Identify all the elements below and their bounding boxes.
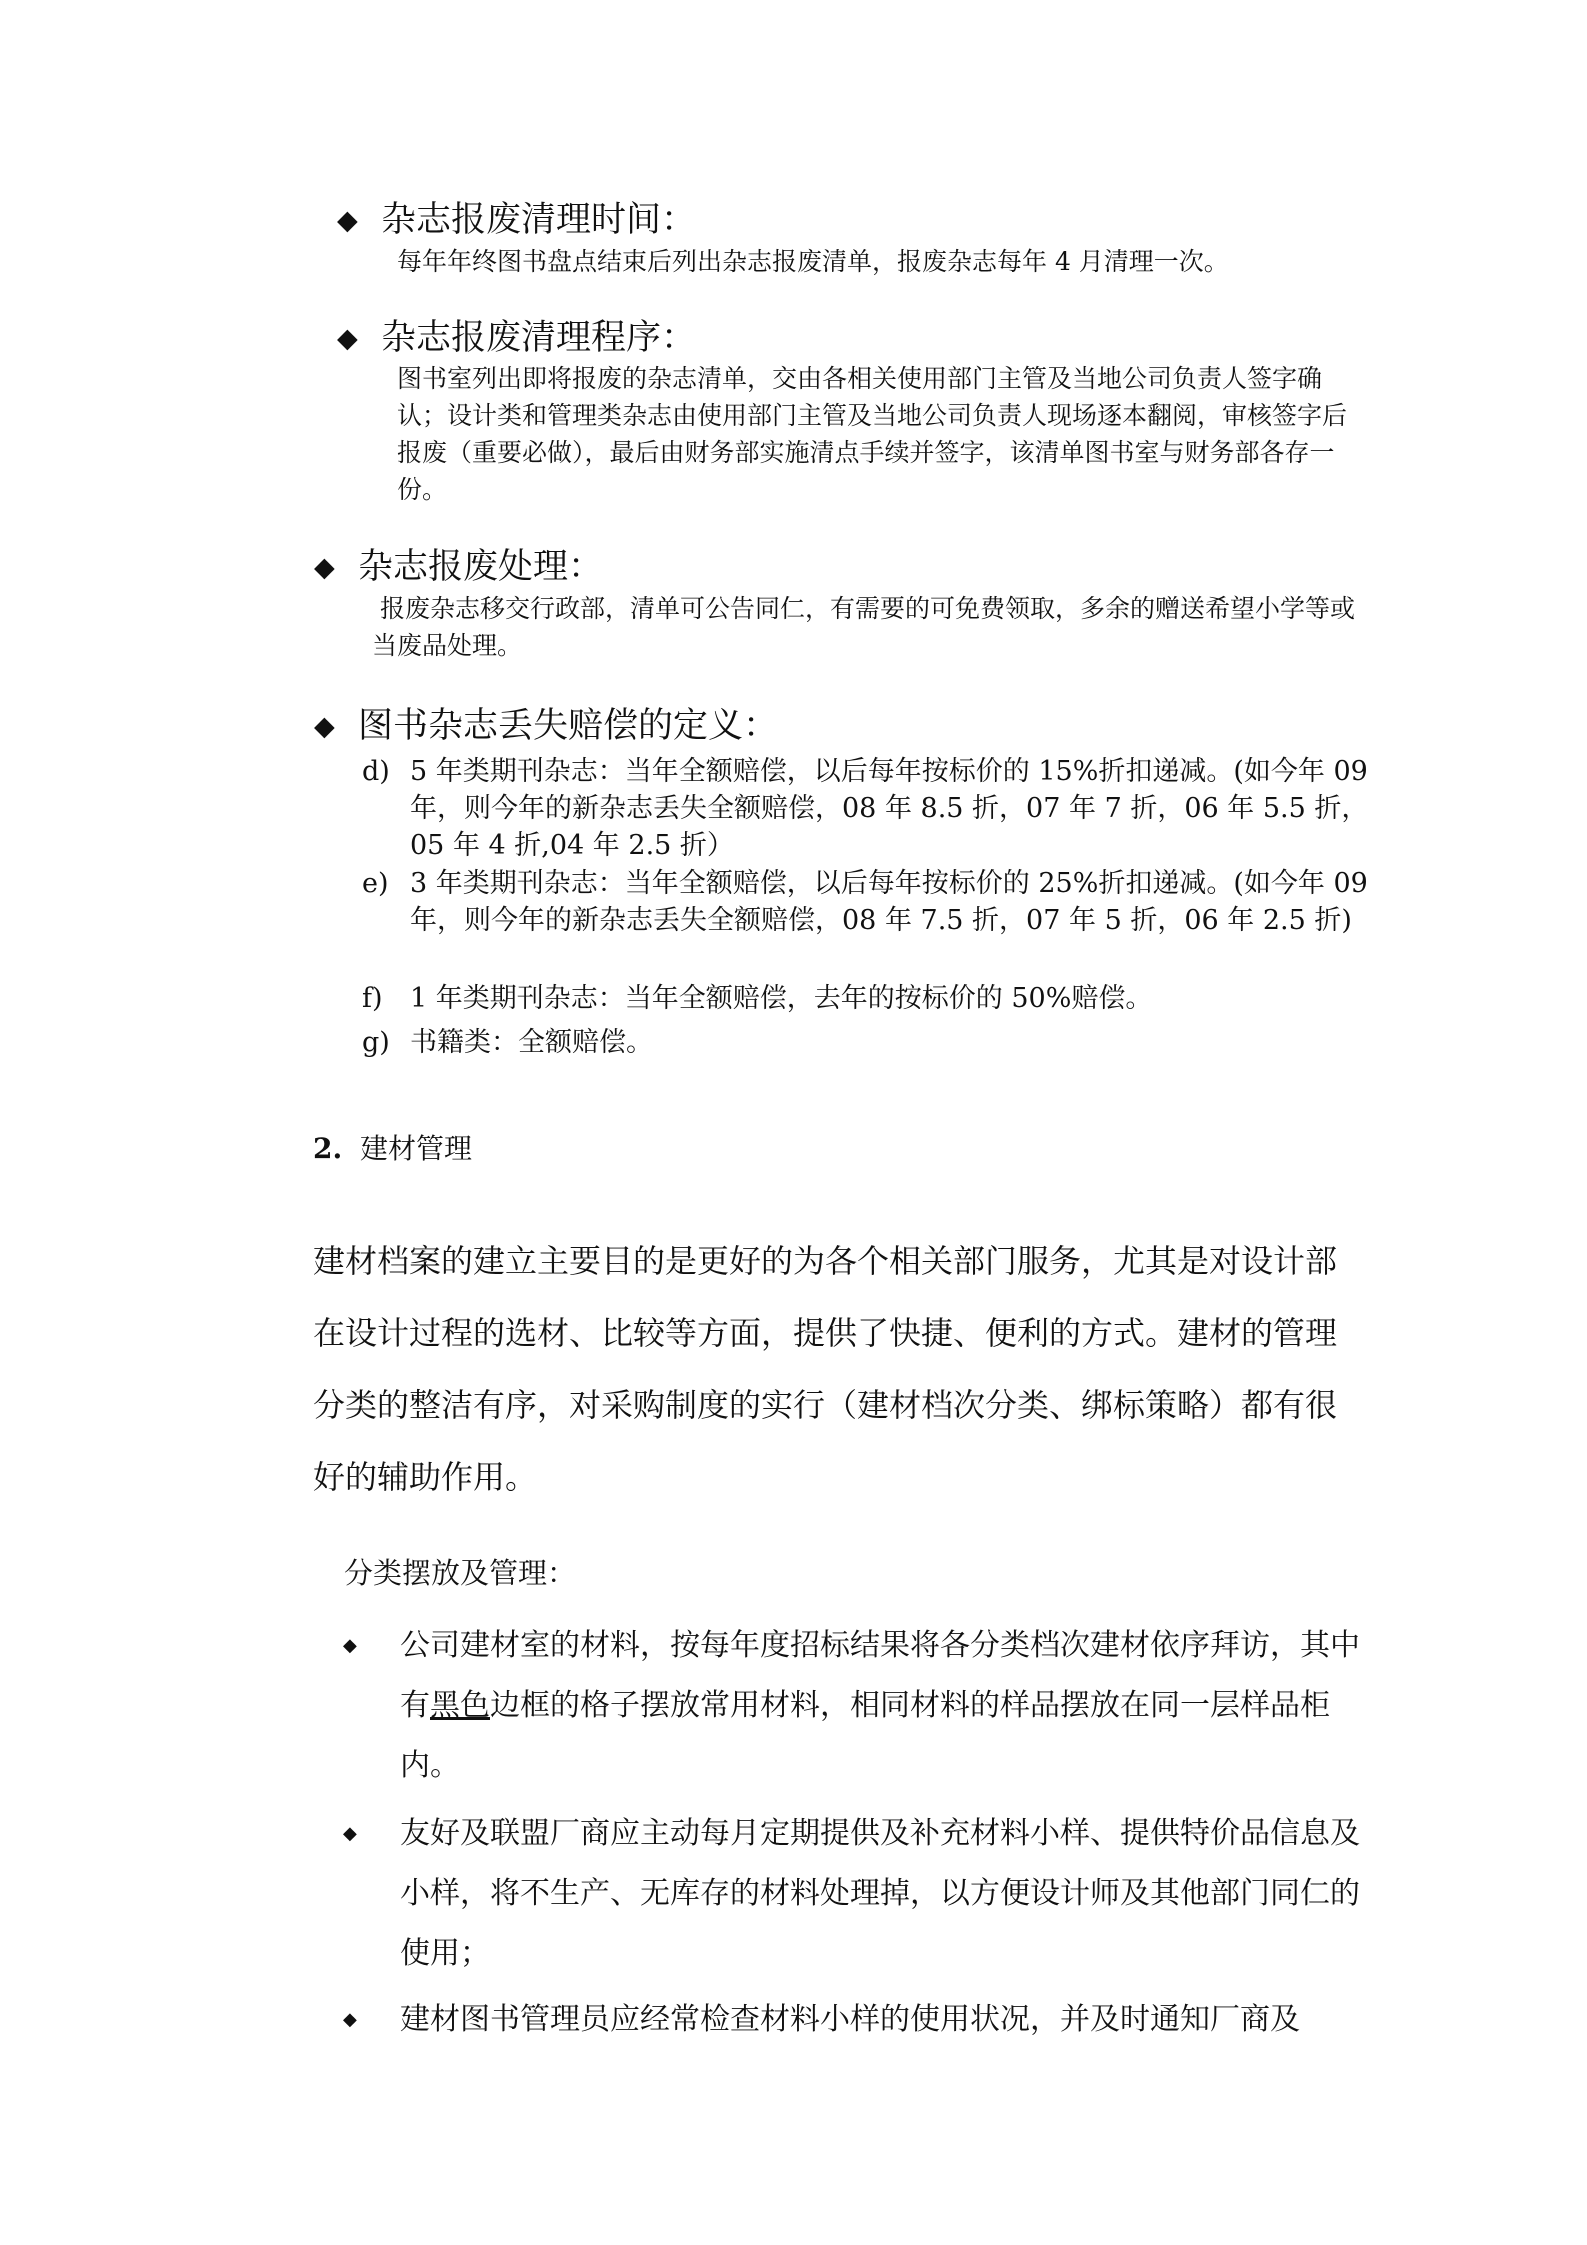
diamond-icon: ◆ bbox=[337, 323, 358, 354]
bullet-text: 建材图书管理员应经常检查材料小样的使用状况，并及时通知厂商及 bbox=[400, 2002, 1300, 2037]
small-diamond-icon: ◆ bbox=[343, 1635, 357, 1656]
small-diamond-icon: ◆ bbox=[343, 1823, 357, 1844]
list-item-label: d) bbox=[362, 756, 390, 787]
section-body: 图书室列出即将报废的杂志清单，交由各相关使用部门主管及当地公司负责人签字确认；设计类和管理类杂志由使用部门主管及当地公司负责人现场逐本翻阅，审核签字后报废（重要必做），最后由财务部实施清点手续并签字，该清单图书室与财务部各存一份。 bbox=[397, 364, 1348, 504]
list-item bbox=[362, 865, 1380, 939]
intro-paragraph: 建材档案的建立主要目的是更好的为各个相关部门服务，尤其是对设计部在设计过程的选材、比较等方面，提供了快捷、便利的方式。建材的管理分类的整洁有序，对采购制度的实行（建材档次分类、绑标策略）都有很好的辅助作用。 bbox=[313, 1242, 1338, 1496]
diamond-icon: ◆ bbox=[314, 711, 335, 742]
list-item-text: 5 年类期刊杂志：当年全额赔偿，以后每年按标价的 15%折扣递减。(如今年 09 年，则今年的新杂志丢失全额赔偿，08 年 8.5 折，07 年 7 折，06 年 5.5 折，05 年 4 折,04 年 2.5 折） bbox=[410, 756, 1369, 861]
small-diamond-icon: ◆ bbox=[343, 2009, 357, 2030]
section-title: 杂志报废清理时间： bbox=[381, 200, 697, 240]
bullet-text-cont: 边框的格子摆放常用材料，相同材料的样品摆放在同一层样品柜内。 bbox=[400, 1688, 1330, 1783]
section-body: 报废杂志移交行政部，清单可公告同仁，有需要的可免费领取，多余的赠送希望小学等或当废品处理。 bbox=[372, 594, 1355, 660]
chapter-number: 2. bbox=[313, 1132, 343, 1165]
bullet-item bbox=[343, 1990, 1362, 2050]
list-item-label: g) bbox=[362, 1027, 390, 1058]
sub-label: 分类摆放及管理： bbox=[344, 1556, 577, 1590]
list-item bbox=[362, 753, 1380, 864]
section-heading bbox=[337, 316, 696, 361]
section-title: 图书杂志丢失赔偿的定义： bbox=[358, 706, 779, 746]
bullet-text: 友好及联盟厂商应主动每月定期提供及补充材料小样、提供特价品信息及小样，将不生产、无库存的材料处理掉，以方便设计师及其他部门同仁的使用； bbox=[400, 1816, 1360, 1971]
section-heading bbox=[337, 198, 696, 243]
diamond-icon: ◆ bbox=[337, 205, 358, 236]
section-heading bbox=[314, 704, 778, 749]
underlined-word: 黑色 bbox=[430, 1688, 490, 1723]
list-item-text: 1 年类期刊杂志：当年全额赔偿，去年的按标价的 50%赔偿。 bbox=[410, 983, 1153, 1014]
chapter-title: 建材管理 bbox=[360, 1132, 473, 1165]
section-title: 杂志报废处理： bbox=[358, 547, 604, 587]
diamond-icon: ◆ bbox=[314, 552, 335, 583]
section-heading bbox=[314, 545, 603, 590]
list-item-text: 书籍类：全额赔偿。 bbox=[410, 1027, 653, 1058]
section-title: 杂志报废清理程序： bbox=[381, 318, 697, 358]
list-item bbox=[362, 1024, 1380, 1061]
list-item-text: 3 年类期刊杂志：当年全额赔偿，以后每年按标价的 25%折扣递减。(如今年 09 年，则今年的新杂志丢失全额赔偿，08 年 7.5 折，07 年 5 折，06 年 2.5 折) bbox=[410, 868, 1368, 936]
chapter-heading bbox=[313, 1129, 472, 1169]
bullet-item bbox=[343, 1804, 1362, 1984]
bullet-item bbox=[343, 1616, 1362, 1796]
bullet-text: 公司建材室的材料，按每年度招标结果将各分类档次建材依序拜访，其中有 bbox=[400, 1628, 1360, 1723]
list-item-label: f) bbox=[362, 983, 383, 1014]
list-item bbox=[362, 980, 1380, 1017]
list-item-label: e) bbox=[362, 868, 389, 899]
section-body: 每年年终图书盘点结束后列出杂志报废清单，报废杂志每年 4 月清理一次。 bbox=[397, 247, 1229, 276]
